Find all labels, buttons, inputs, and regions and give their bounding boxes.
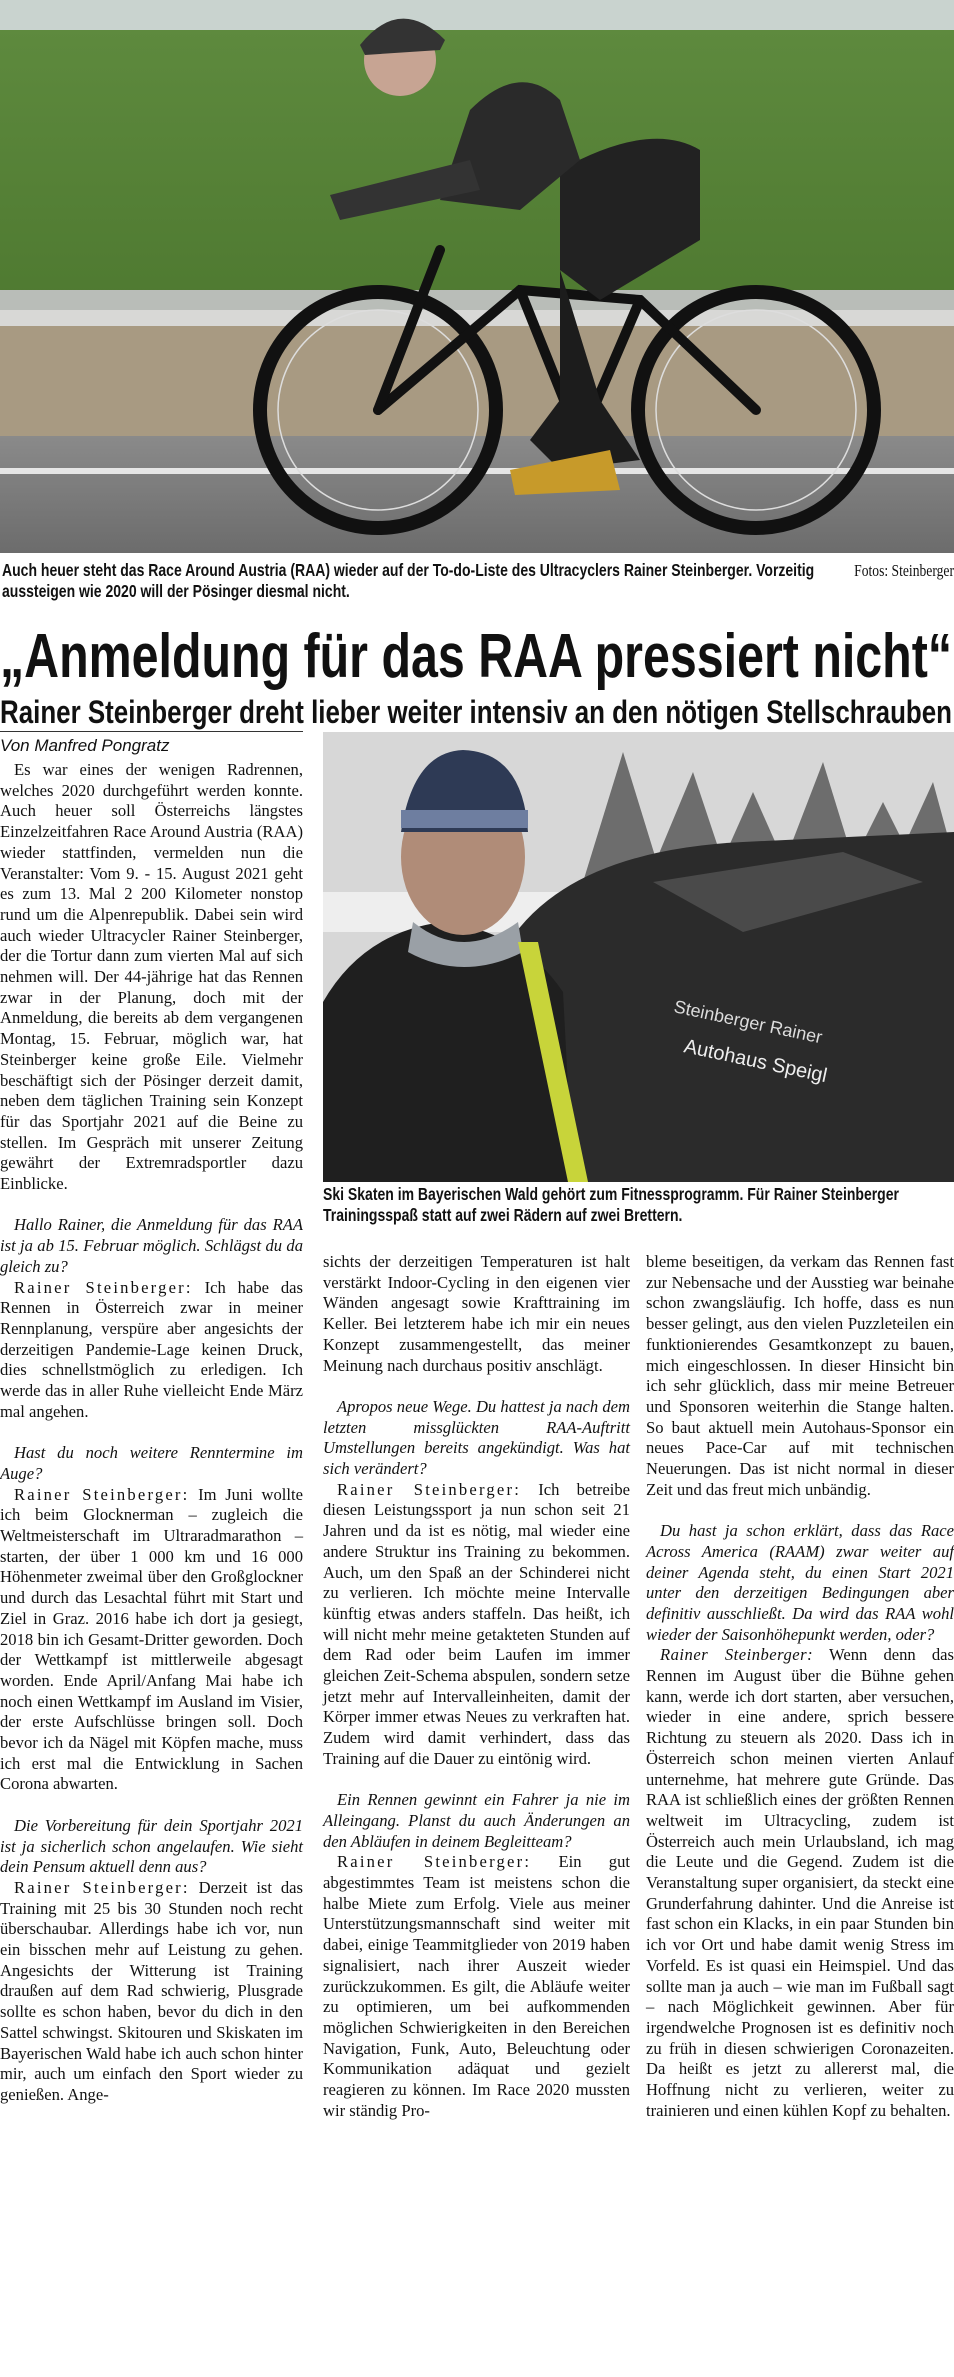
top-photo-caption-text: Auch heuer steht das Race Around Austria (RAA) wieder auf der To-do-Liste des Ultracyclers Rainer Steinberger. Vorzeitig aussteigen wie 2020 will der Pösinger diesmal nicht. — [2, 560, 815, 601]
interview-question: Die Vorbereitung für dein Sportjahr 2021 ist ja sicherlich schon angelaufen. Wie sieht dein Pensum aktuell denn aus? — [0, 1815, 303, 1877]
answer-text: Im Juni wollte ich beim Glocknerman – zugleich die Weltmeisterschaft im Ultraradmarathon – starten, der über 1 000 km und 16 000 Höhenmeter zweimal über den Großglockner und durch das Lesachtal führt mit Start und Ziel in Graz. 2016 habe ich dort ja gesiegt, 2018 bin ich Gesamt-Dritter geworden. Doch der Wettkampf ist mittlerweile abgesagt worden. Ende April/Anfang Mai habe ich noch einen Wettkampf im Ausland im Visier, der erste Aufschlüsse bringen soll. Doch bevor ich da Nägel mit Köpfen mache, muss ich erst mal die Entwicklung in Sachen Corona abwarten. — [0, 1484, 304, 1794]
interview-question: Apropos neue Wege. Du hattest ja nach dem letzten missglückten RAA-Auftritt Umstellungen bereits angekündigt. Was hat sich verändert? — [323, 1396, 630, 1479]
interview-answer — [646, 1645, 954, 2121]
svg-text:Autohaus Speigl: Autohaus Speigl — [681, 1035, 830, 1088]
interview-question: Hast du noch weitere Renntermine im Auge? — [0, 1443, 303, 1483]
answer-text: Ich habe das Rennen in Österreich zwar in meiner Rennplanung, verspüre aber angesichts der derzeitigen Pandemie-Lage keinen Druck, dies schnellstmöglich zu erledigen. Ich werde das in aller Ruhe vielleicht Ende März mal angehen. — [0, 1277, 303, 1421]
interview-answer — [323, 1852, 630, 2121]
headline-container — [0, 622, 954, 692]
article-column-3 — [646, 1252, 954, 2122]
article-intro: Es war eines der wenigen Radrennen, welches 2020 durchgeführt werden konnte. Auch heuer soll Österreichs längstes Einzelzeitfahren Race Around Austria (RAA) wieder stattfinden, vermelden nun die Veranstalter: Vom 9. - 15. August 2021 geht es zum 13. Mal 2 200 Kilometer nonstop rund um die Alpenrepublik. Dabei sein wird auch wieder Ultracycler Rainer Steinberger, der die Tortur dann zum vierten Mal auf sich nehmen will. Der 44-jährige hat das Rennen zwar in der Planung, doch mit der Anmeldung, die bereits ab dem vergangenen Montag, 15. Februar, möglich war, hat Steinberger keine große Eile. Vielmehr beschäftigt sich der Pösinger derzeit damit, neben dem täglichen Training sein Konzept für das Sportjahr 2021 auf die Beine zu stellen. Im Gespräch mit unserer Zeitung gewährt der Extremradsportler dazu Einblicke. — [0, 760, 303, 1194]
interview-question: Ein Rennen gewinnt ein Fahrer ja nie im Alleingang. Planst du auch Änderungen an den Abläufen in deinem Begleitteam? — [323, 1790, 630, 1851]
cyclist-photo — [0, 0, 954, 553]
ski-skating-photo-graphic — [323, 732, 954, 1182]
byline: Von Manfred Pongratz — [0, 736, 170, 755]
svg-text:Steinberger Rainer: Steinberger Rainer — [672, 996, 825, 1048]
subheadline: Rainer Steinberger dreht lieber weiter intensiv an den nötigen Stellschrauben — [0, 694, 952, 730]
speaker-name: Rainer Steinberger: — [14, 1877, 190, 1897]
answer-text: Ein gut abgestimmtes Team ist meistens schon die halbe Miete zum Erfolg. Viele aus meiner Unterstützungsmannschaft sind weiter mit dabei, einige Teammitglieder von 2019 haben signalisiert, nach ihrer Auszeit wieder zurückzukommen. Es gilt, die Abläufe weiter zu optimieren, um bei aufkommenden möglichen Schwierigkeiten in den Bereichen Navigation, Funk, Auto, Beleuchtung oder Kommunikation adäquat und gezielt reagieren zu können. Im Race 2020 mussten wir ständig Pro- — [323, 1852, 630, 2120]
interview-question: Hallo Rainer, die Anmeldung für das RAA ist ja ab 15. Februar möglich. Schlägst du da gleich zu? — [0, 1215, 303, 1276]
interview-answer — [323, 1480, 630, 1770]
interview-answer — [0, 1485, 303, 1796]
photo-credit: Fotos: Steinberger — [854, 561, 954, 580]
answer-continued: bleme beseitigen, da verkam das Rennen fast zur Nebensache und der Ausstieg war beinahe schon zwangsläufig. Ich hoffe, dass es nun besser gelingt, aus den vielen Puzzleteilen ein funktionierendes Gesamtkonzept zu bauen, mich eingeschlossen. In dieser Hinsicht bin ich sehr glücklich, dass mir meine Betreuer und Sponsoren weiterhin die Stange halten. So baut aktuell mein Autohaus-Sponsor ein neues Pace-Car auf mit technischen Neuerungen. Das ist nicht normal in dieser Zeit und das freut mich unbändig. — [646, 1252, 954, 1499]
page-title: „Anmeldung für das RAA pressiert nicht“ — [0, 622, 952, 691]
interview-answer — [0, 1278, 303, 1423]
subheadline-container — [0, 694, 954, 732]
speaker-name: Rainer Steinberger: — [14, 1484, 190, 1504]
cyclist-photo-graphic — [0, 0, 954, 553]
article-column-2 — [323, 1252, 630, 2122]
answer-text: Wenn denn das Rennen im August über die Bühne gehen kann, werde ich dort starten, aber versuchen, wieder in eine andere, sprich bessere Richtung zu steuern als 2020. Dass ich in Österreich schon meinen vierten Anlauf unternehme, hat mehrere gute Gründe. Das RAA ist schließlich eines der größten Rennen weltweit im Ultracycling, zudem ist Österreich auch mein Urlaubsland, ich mag die Leute und die Gegend. Zudem ist die Veranstaltung super organisiert, da steckt eine Grunderfahrung dahinter. Und die Anreise ist fast schon ein Klacks, in ein paar Stunden bin ich vor Ort und habe damit wenig Stress im Vorfeld. Es ist quasi ein Heimspiel. Und das sollte man ja auch – wie man im Fußball sagt – nach Möglichkeit gewinnen. Aber für irgendwelche Prognosen ist es definitiv noch zu früh in diesen schwierigen Coronazeiten. Da heißt es jetzt zu allererst mal, die Hoffnung nicht zu verlieren, weiter zu trainieren und einen kühlen Kopf zu behalten. — [646, 1645, 954, 2120]
ski-skating-photo — [323, 732, 954, 1182]
interview-question: Du hast ja schon erklärt, dass das Race Across America (RAAM) zwar weiter auf deiner Agenda steht, du einen Start 2021 unter den derzeitigen Bedingungen aber definitiv ausschließt. Da wird das RAA wohl wieder der Saisonhöhepunkt werden, oder? — [646, 1521, 954, 1644]
speaker-name: Rainer Steinberger: — [337, 1479, 522, 1499]
interview-answer — [0, 1878, 303, 2106]
speaker-name: Rainer Steinberger: — [660, 1645, 814, 1665]
answer-text: Derzeit ist das Training mit 25 bis 30 Stunden noch recht überschaubar. Allerdings habe ich vor, nun ein bisschen mehr auf Leistung zu gehen. Angesichts der Witterung ist Training draußen auf dem Rad schwierig, Plusgrade sollte es schon haben, bevor du dich in den Sattel schwingst. Skitouren und Skiskaten im Bayerischen Wald habe ich auch schon hinter mir, auch um einfach den Sport wieder zu genießen. Ange- — [0, 1877, 303, 2104]
answer-text: Ich betreibe diesen Leistungssport ja nun schon seit 21 Jahren und da ist es nötig, mal wieder eine andere Struktur ins Training zu bekommen. Auch, um den Spaß an der Schinderei nicht zu verlieren. Ich möchte meine Intervalle künftig etwas anders staffeln. Das heißt, ich will nicht mehr meine getakteten Stunden auf dem Rad oder beim Laufen im immer gleichen Zeit-Schema abspulen, sondern setze jetzt mehr auf Intervalleinheiten, damit der Körper immer etwas Neues zu verkraften hat. Zudem wird damit verhindert, dass das Training auf die Dauer zu eintönig wird. — [323, 1479, 631, 1768]
article-column-1 — [0, 760, 303, 2106]
byline-divider — [0, 731, 303, 732]
answer-continued: sichts der derzeitigen Temperaturen ist halt verstärkt Indoor-Cycling in den eigenen vier Wänden angesagt sowie Krafttraining im Keller. Bei letzterem habe ich mir ein neues Konzept zusammengestellt, das meiner Meinung nach durchaus positiv anschlägt. — [323, 1252, 630, 1375]
speaker-name: Rainer Steinberger: — [14, 1277, 193, 1297]
speaker-name: Rainer Steinberger: — [337, 1852, 532, 1872]
second-photo-caption: Ski Skaten im Bayerischen Wald gehört zum Fitnessprogramm. Für Rainer Steinberger Trainingsspaß statt auf zwei Rädern auf zwei Brettern. — [323, 1184, 899, 1225]
top-photo-caption — [2, 560, 954, 602]
